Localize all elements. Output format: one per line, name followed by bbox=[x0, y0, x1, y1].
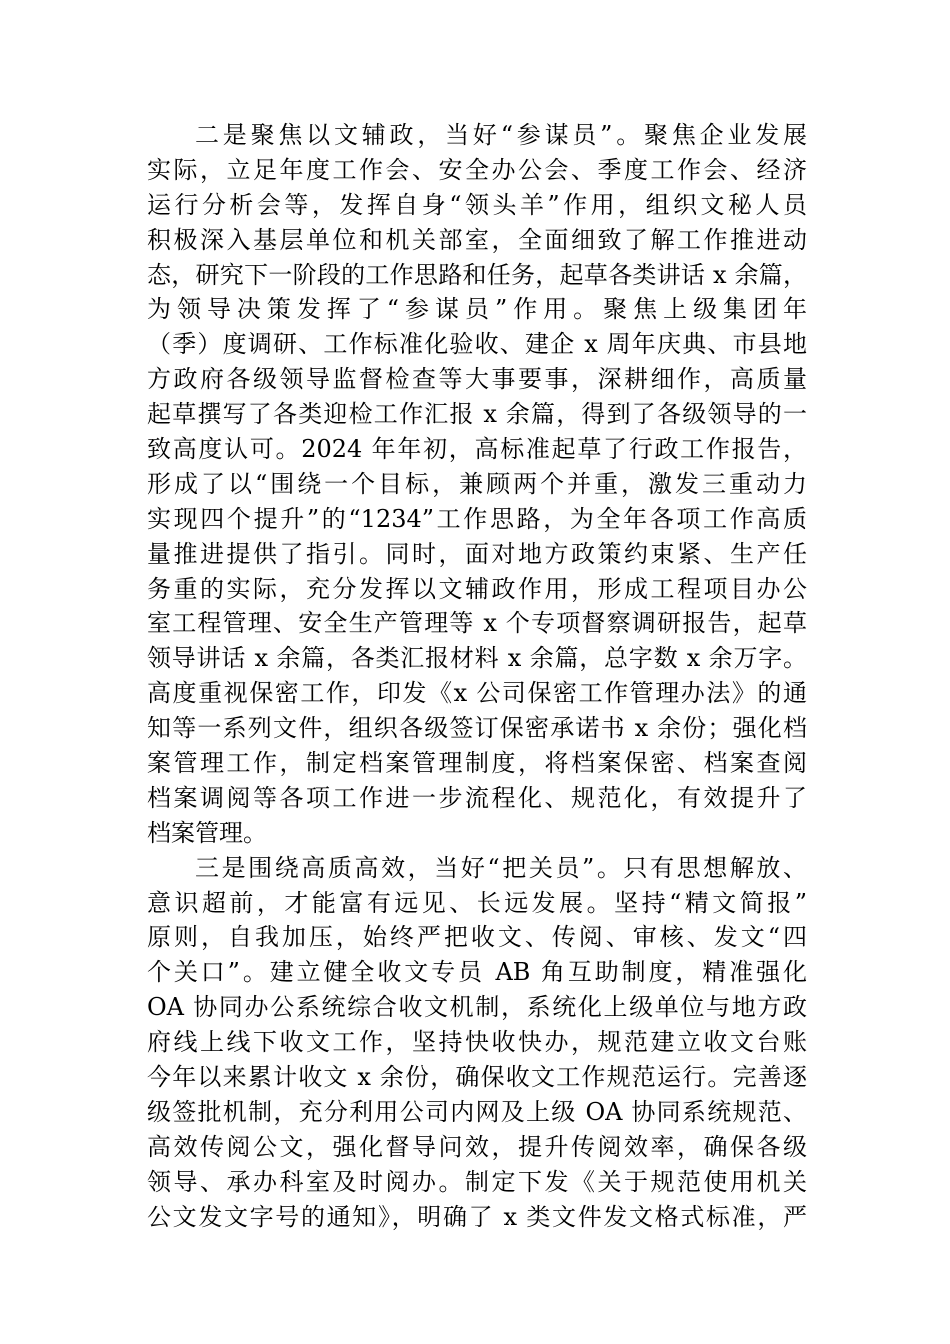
text-line: 档案调阅等各项工作进一步流程化、规范化，有效提升了 bbox=[147, 783, 807, 812]
text-line: 致高度认可。2024 年年初，高标准起草了行政工作报告， bbox=[147, 435, 807, 464]
text-line: 方政府各级领导监督检查等大事要事，深耕细作，高质量 bbox=[147, 365, 807, 394]
text-line: 府线上线下收文工作，坚持快收快办，规范建立收文台账 bbox=[147, 1028, 807, 1057]
text-line: 二是聚焦以文辅政，当好“参谋员”。聚焦企业发展 bbox=[195, 121, 807, 149]
text-line: 高度重视保密工作，印发《x 公司保密工作管理办法》的通 bbox=[147, 679, 807, 708]
document-body bbox=[147, 118, 807, 1235]
text-line: 知等一系列文件，组织各级签订保密承诺书 x 余份；强化档 bbox=[147, 714, 807, 743]
text-line: 原则，自我加压，始终严把收文、传阅、审核、发文“四 bbox=[147, 923, 807, 952]
text-line: 今年以来累计收文 x 余份，确保收文工作规范运行。完善逐 bbox=[147, 1063, 807, 1092]
text-line: 三是围绕高质高效，当好“把关员”。只有思想解放、 bbox=[195, 853, 807, 882]
text-line: 务重的实际，充分发挥以文辅政作用，形成工程项目办公 bbox=[147, 574, 807, 603]
text-line: （季）度调研、工作标准化验收、建企 x 周年庆典、市县地 bbox=[147, 330, 807, 359]
text-line: 积极深入基层单位和机关部室，全面细致了解工作推进动 bbox=[147, 225, 807, 254]
text-line: 高效传阅公文，强化督导问效，提升传阅效率，确保各级 bbox=[147, 1132, 807, 1161]
paragraph-gatekeeper bbox=[147, 851, 807, 1235]
text-line: 实际，立足年度工作会、安全办公会、季度工作会、经济 bbox=[147, 155, 807, 184]
paragraph-advisor bbox=[147, 118, 807, 851]
text-line: 形成了以“围绕一个目标，兼顾两个并重，激发三重动力 bbox=[147, 469, 807, 498]
text-line: OA 协同办公系统综合收文机制，系统化上级单位与地方政 bbox=[147, 993, 807, 1022]
text-line: 运行分析会等，发挥自身“领头羊”作用，组织文秘人员 bbox=[147, 190, 807, 219]
text-line: 意识超前，才能富有远见、长远发展。坚持“精文简报” bbox=[147, 888, 807, 917]
text-line: 领导讲话 x 余篇，各类汇报材料 x 余篇，总字数 x 余万字。 bbox=[147, 644, 807, 673]
text-line: 公文发文字号的通知》，明确了 x 类文件发文格式标准，严 bbox=[147, 1202, 807, 1231]
text-line: 量推进提供了指引。同时，面对地方政策约束紧、生产任 bbox=[147, 539, 807, 568]
text-line: 个关口”。建立健全收文专员 AB 角互助制度，精准强化 bbox=[147, 958, 807, 987]
text-line: 档案管理。 bbox=[147, 818, 267, 847]
text-line: 起草撰写了各类迎检工作汇报 x 余篇，得到了各级领导的一 bbox=[147, 400, 807, 429]
text-line: 实现四个提升”的“1234”工作思路，为全年各项工作高质 bbox=[147, 504, 807, 533]
text-line: 为领导决策发挥了“参谋员”作用。聚焦上级集团年 bbox=[147, 295, 807, 324]
text-line: 级签批机制，充分利用公司内网及上级 OA 协同系统规范、 bbox=[147, 1097, 807, 1126]
text-line: 领导、承办科室及时阅办。制定下发《关于规范使用机关 bbox=[147, 1167, 807, 1196]
text-line: 室工程管理、安全生产管理等 x 个专项督察调研报告，起草 bbox=[147, 609, 807, 638]
text-line: 案管理工作，制定档案管理制度，将档案保密、档案查阅 bbox=[147, 749, 807, 778]
text-line: 态，研究下一阶段的工作思路和任务，起草各类讲话 x 余篇， bbox=[147, 260, 807, 289]
